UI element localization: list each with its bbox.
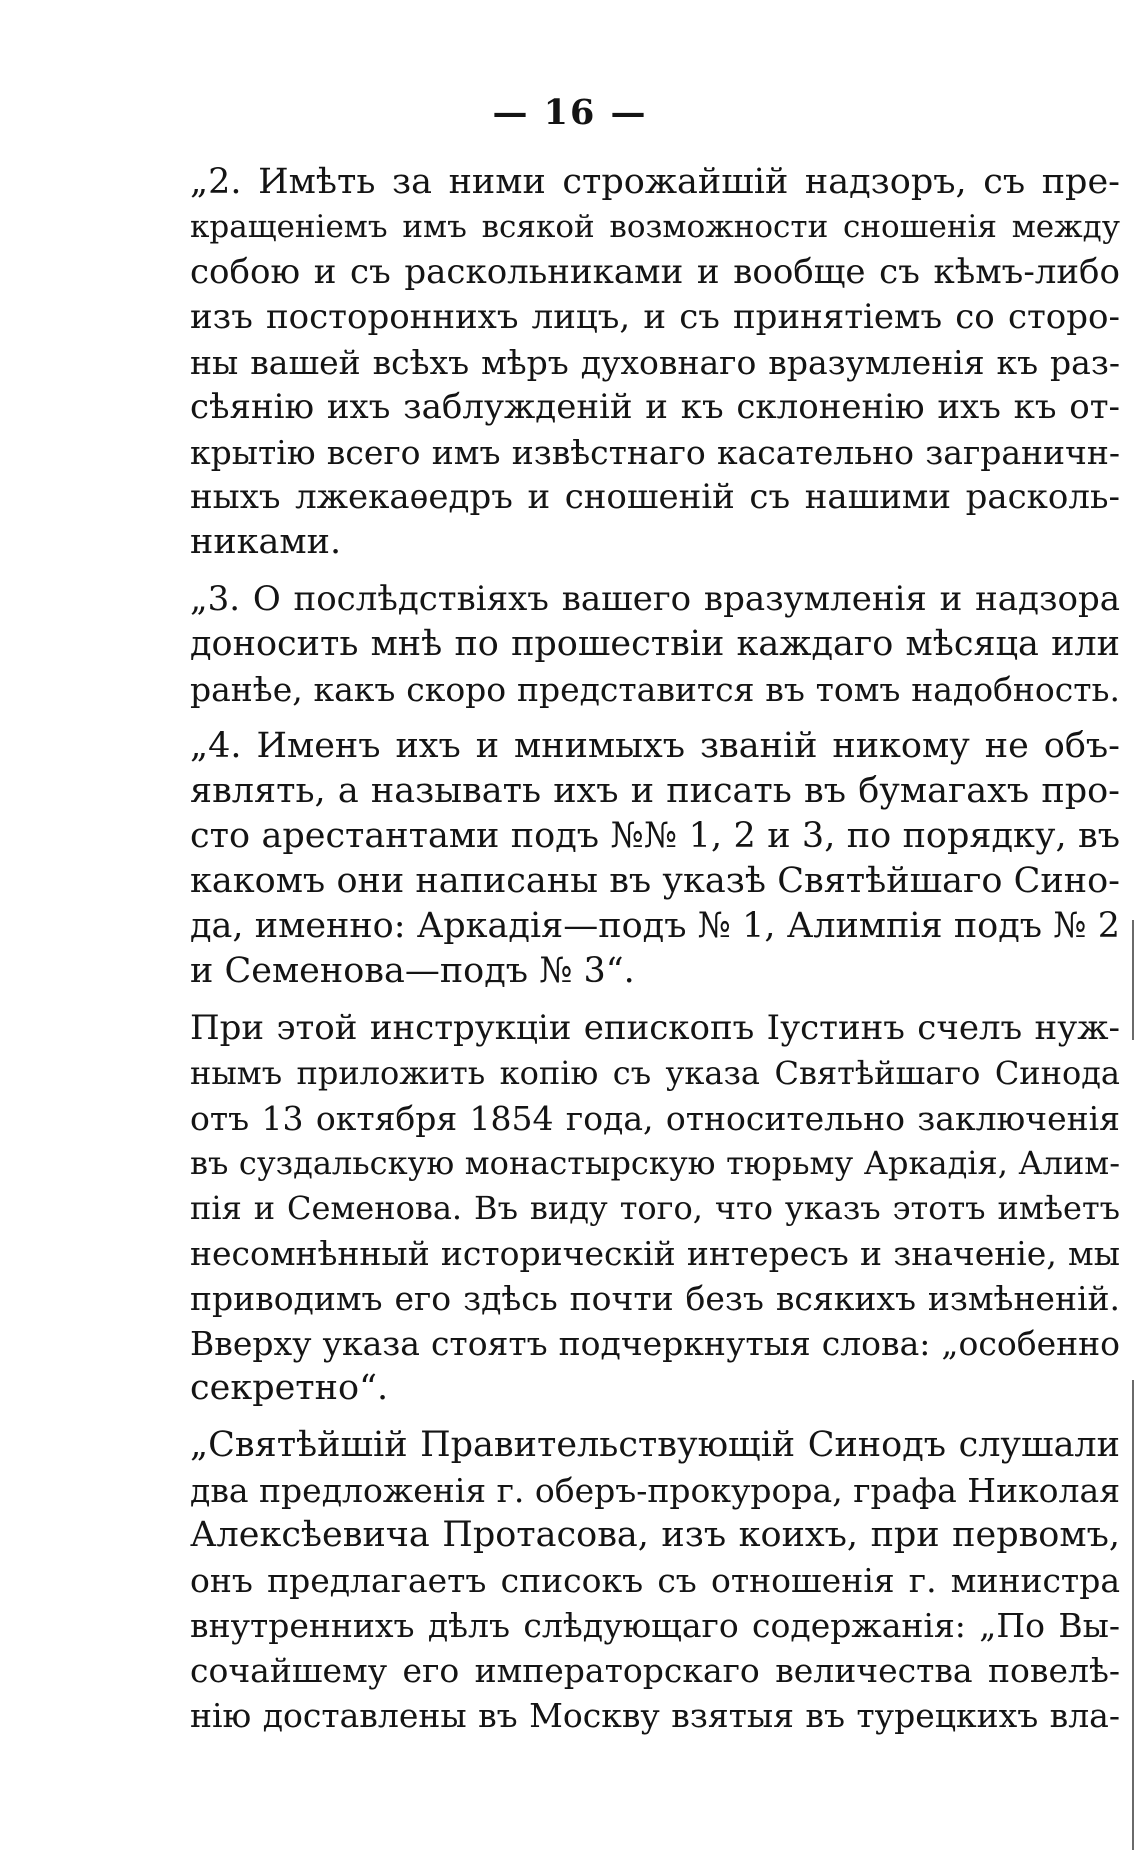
- text-line: никами.: [190, 522, 342, 562]
- text-line: доносить мнѣ по прошествіи каждаго мѣсяца или: [190, 624, 1120, 664]
- paragraph: [190, 1423, 1120, 1738]
- text-line: Вверху указа стоятъ подчеркнутыя слова: „особенно: [190, 1324, 1120, 1363]
- text-line: и Семенова—подъ № 3“.: [190, 951, 635, 991]
- text-line: Алексѣевича Протасова, изъ коихъ, при первомъ,: [190, 1515, 1120, 1555]
- paragraph: [190, 724, 1120, 994]
- scan-edge-mark: [1132, 920, 1134, 1040]
- text-line: сочайшему его императорскаго величества повелѣ-: [190, 1651, 1120, 1690]
- text-line: ныхъ лжекаѳедръ и сношеній съ нашими расколь-: [190, 477, 1120, 517]
- text-line: сто арестантами подъ №№ 1, 2 и 3, по порядку, въ: [190, 816, 1120, 856]
- page-text: [190, 160, 1120, 1738]
- paragraph: [190, 577, 1120, 712]
- text-line: изъ постороннихъ лицъ, и съ принятіемъ со сторо-: [190, 297, 1120, 337]
- paragraph: [190, 1006, 1120, 1411]
- text-line: „3. О послѣдствіяхъ вашего вразумленія и надзора: [190, 579, 1120, 619]
- text-line: являть, а называть ихъ и писать въ бумагахъ про-: [190, 771, 1120, 811]
- text-line: сѣянію ихъ заблужденій и къ склоненію ихъ къ от-: [190, 387, 1120, 427]
- text-line: секретно“.: [190, 1368, 389, 1408]
- text-line: „2. Имѣть за ними строжайшій надзоръ, съ пре-: [190, 162, 1120, 202]
- text-line: ны вашей всѣхъ мѣръ духовнаго вразумленія къ раз-: [190, 343, 1120, 382]
- text-line: собою и съ раскольниками и вообще съ кѣмъ-либо: [190, 252, 1120, 292]
- text-line: нію доставлены въ Москву взятыя въ турецкихъ вла-: [190, 1696, 1120, 1735]
- text-line: кращеніемъ имъ всякой возможности сношенія между: [190, 209, 1120, 245]
- text-line: нымъ приложить копію съ указа Святѣйшаго Синода: [190, 1054, 1120, 1092]
- text-line: ранѣе, какъ скоро представится въ томъ надобность.: [190, 670, 1120, 709]
- text-line: крытію всего имъ извѣстнаго касательно заграничн-: [190, 433, 1120, 472]
- text-line: „4. Именъ ихъ и мнимыхъ званій никому не объ-: [190, 726, 1120, 766]
- text-line: внутреннихъ дѣлъ слѣдующаго содержанія: „По Вы-: [190, 1606, 1120, 1645]
- text-line: въ суздальскую монастырскую тюрьму Аркадія, Алим-: [190, 1144, 1120, 1182]
- text-line: „Святѣйшій Правительствующій Синодъ слушали: [190, 1425, 1120, 1465]
- page-number: — 16 —: [492, 92, 648, 133]
- text-line: какомъ они написаны въ указѣ Святѣйшаго Сино-: [190, 861, 1120, 901]
- text-line: приводимъ его здѣсь почти безъ всякихъ измѣненій.: [190, 1279, 1120, 1318]
- text-line: При этой инструкціи епископъ Іустинъ счелъ нуж-: [190, 1008, 1120, 1048]
- text-line: несомнѣнный историческій интересъ и значеніе, мы: [190, 1234, 1120, 1273]
- paragraph: [190, 160, 1120, 565]
- text-line: онъ предлагаетъ списокъ съ отношенія г. министра: [190, 1561, 1120, 1600]
- text-line: два предложенія г. оберъ-прокурора, графа Николая: [190, 1471, 1121, 1510]
- scan-edge-mark: [1132, 1380, 1134, 1850]
- text-line: да, именно: Аркадія—подъ № 1, Алимпія подъ № 2: [190, 906, 1120, 946]
- text-line: пія и Семенова. Въ виду того, что указъ этотъ имѣетъ: [190, 1189, 1120, 1227]
- text-line: отъ 13 октября 1854 года, относительно заключенія: [190, 1099, 1120, 1138]
